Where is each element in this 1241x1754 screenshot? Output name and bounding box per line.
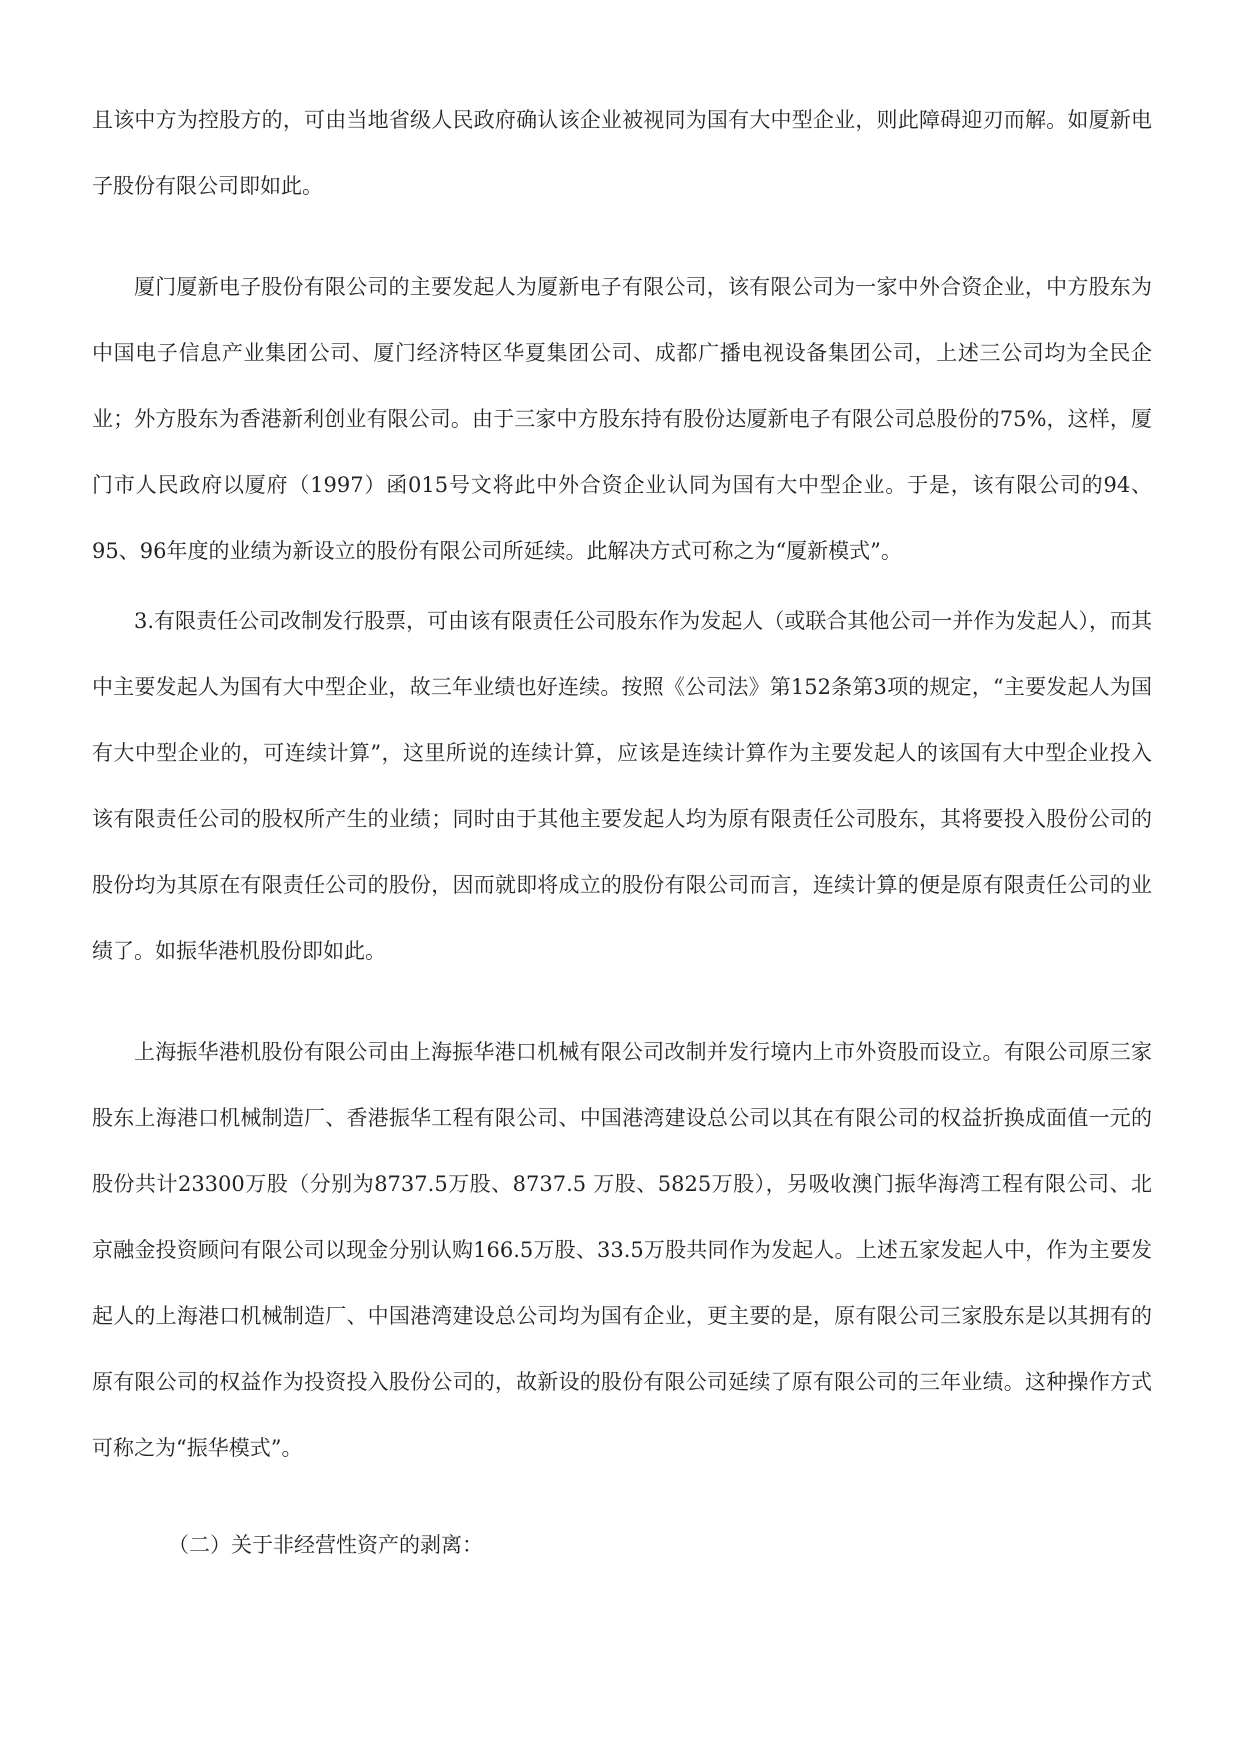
paragraph-item-3: 3.有限责任公司改制发行股票，可由该有限责任公司股东作为发起人（或联合其他公司一并作为发起人），而其中主要发起人为国有大中型企业，故三年业绩也好连续。按照《公司法》第152条第3项的规定，“主要发起人为国有大中型企业的，可连续计算”，这里所说的连续计算，应该是连续计算作为主要发起人的该国有大中型企业投入该有限责任公司的股权所产生的业绩；同时由于其他主要发起人均为原有限责任公司股东，其将要投入股份公司的股份均为其原在有限责任公司的股份，因而就即将成立的股份有限公司而言，连续计算的便是原有限责任公司的业绩了。如振华港机股份即如此。 xyxy=(92,609,1152,963)
paragraph-zhenhua: 上海振华港机股份有限公司由上海振华港口机械有限公司改制并发行境内上市外资股而设立。有限公司原三家股东上海港口机械制造厂、香港振华工程有限公司、中国港湾建设总公司以其在有限公司的权益折换成面值一元的股份共计23300万股（分别为8737.5万股、8737.5 万股、5825万股），另吸收澳门振华海湾工程有限公司、北京融金投资顾问有限公司以现金分别认购166.5万股、33.5万股共同作为发起人。上述五家发起人中，作为主要发起人的上海港口机械制造厂、中国港湾建设总公司均为国有企业，更主要的是，原有限公司三家股东是以其拥有的原有限公司的权益作为投资投入股份公司的，故新设的股份有限公司延续了原有限公司的三年业绩。这种操作方式可称之为“振华模式”。 xyxy=(92,1040,1152,1460)
paragraph-continuation: 且该中方为控股方的，可由当地省级人民政府确认该企业被视同为国有大中型企业，则此障碍迎刃而解。如厦新电子股份有限公司即如此。 xyxy=(92,108,1152,198)
section-heading: （二）关于非经营性资产的剥离： xyxy=(168,1533,483,1557)
paragraph-xiaxin: 厦门厦新电子股份有限公司的主要发起人为厦新电子有限公司，该有限公司为一家中外合资企业，中方股东为中国电子信息产业集团公司、厦门经济特区华夏集团公司、成都广播电视设备集团公司，上述三公司均为全民企业；外方股东为香港新利创业有限公司。由于三家中方股东持有股份达厦新电子有限公司总股份的75%，这样，厦门市人民政府以厦府（1997）函015号文将此中外合资企业认同为国有大中型企业。于是，该有限公司的94、95、96年度的业绩为新设立的股份有限公司所延续。此解决方式可称之为“厦新模式”。 xyxy=(92,275,1152,563)
